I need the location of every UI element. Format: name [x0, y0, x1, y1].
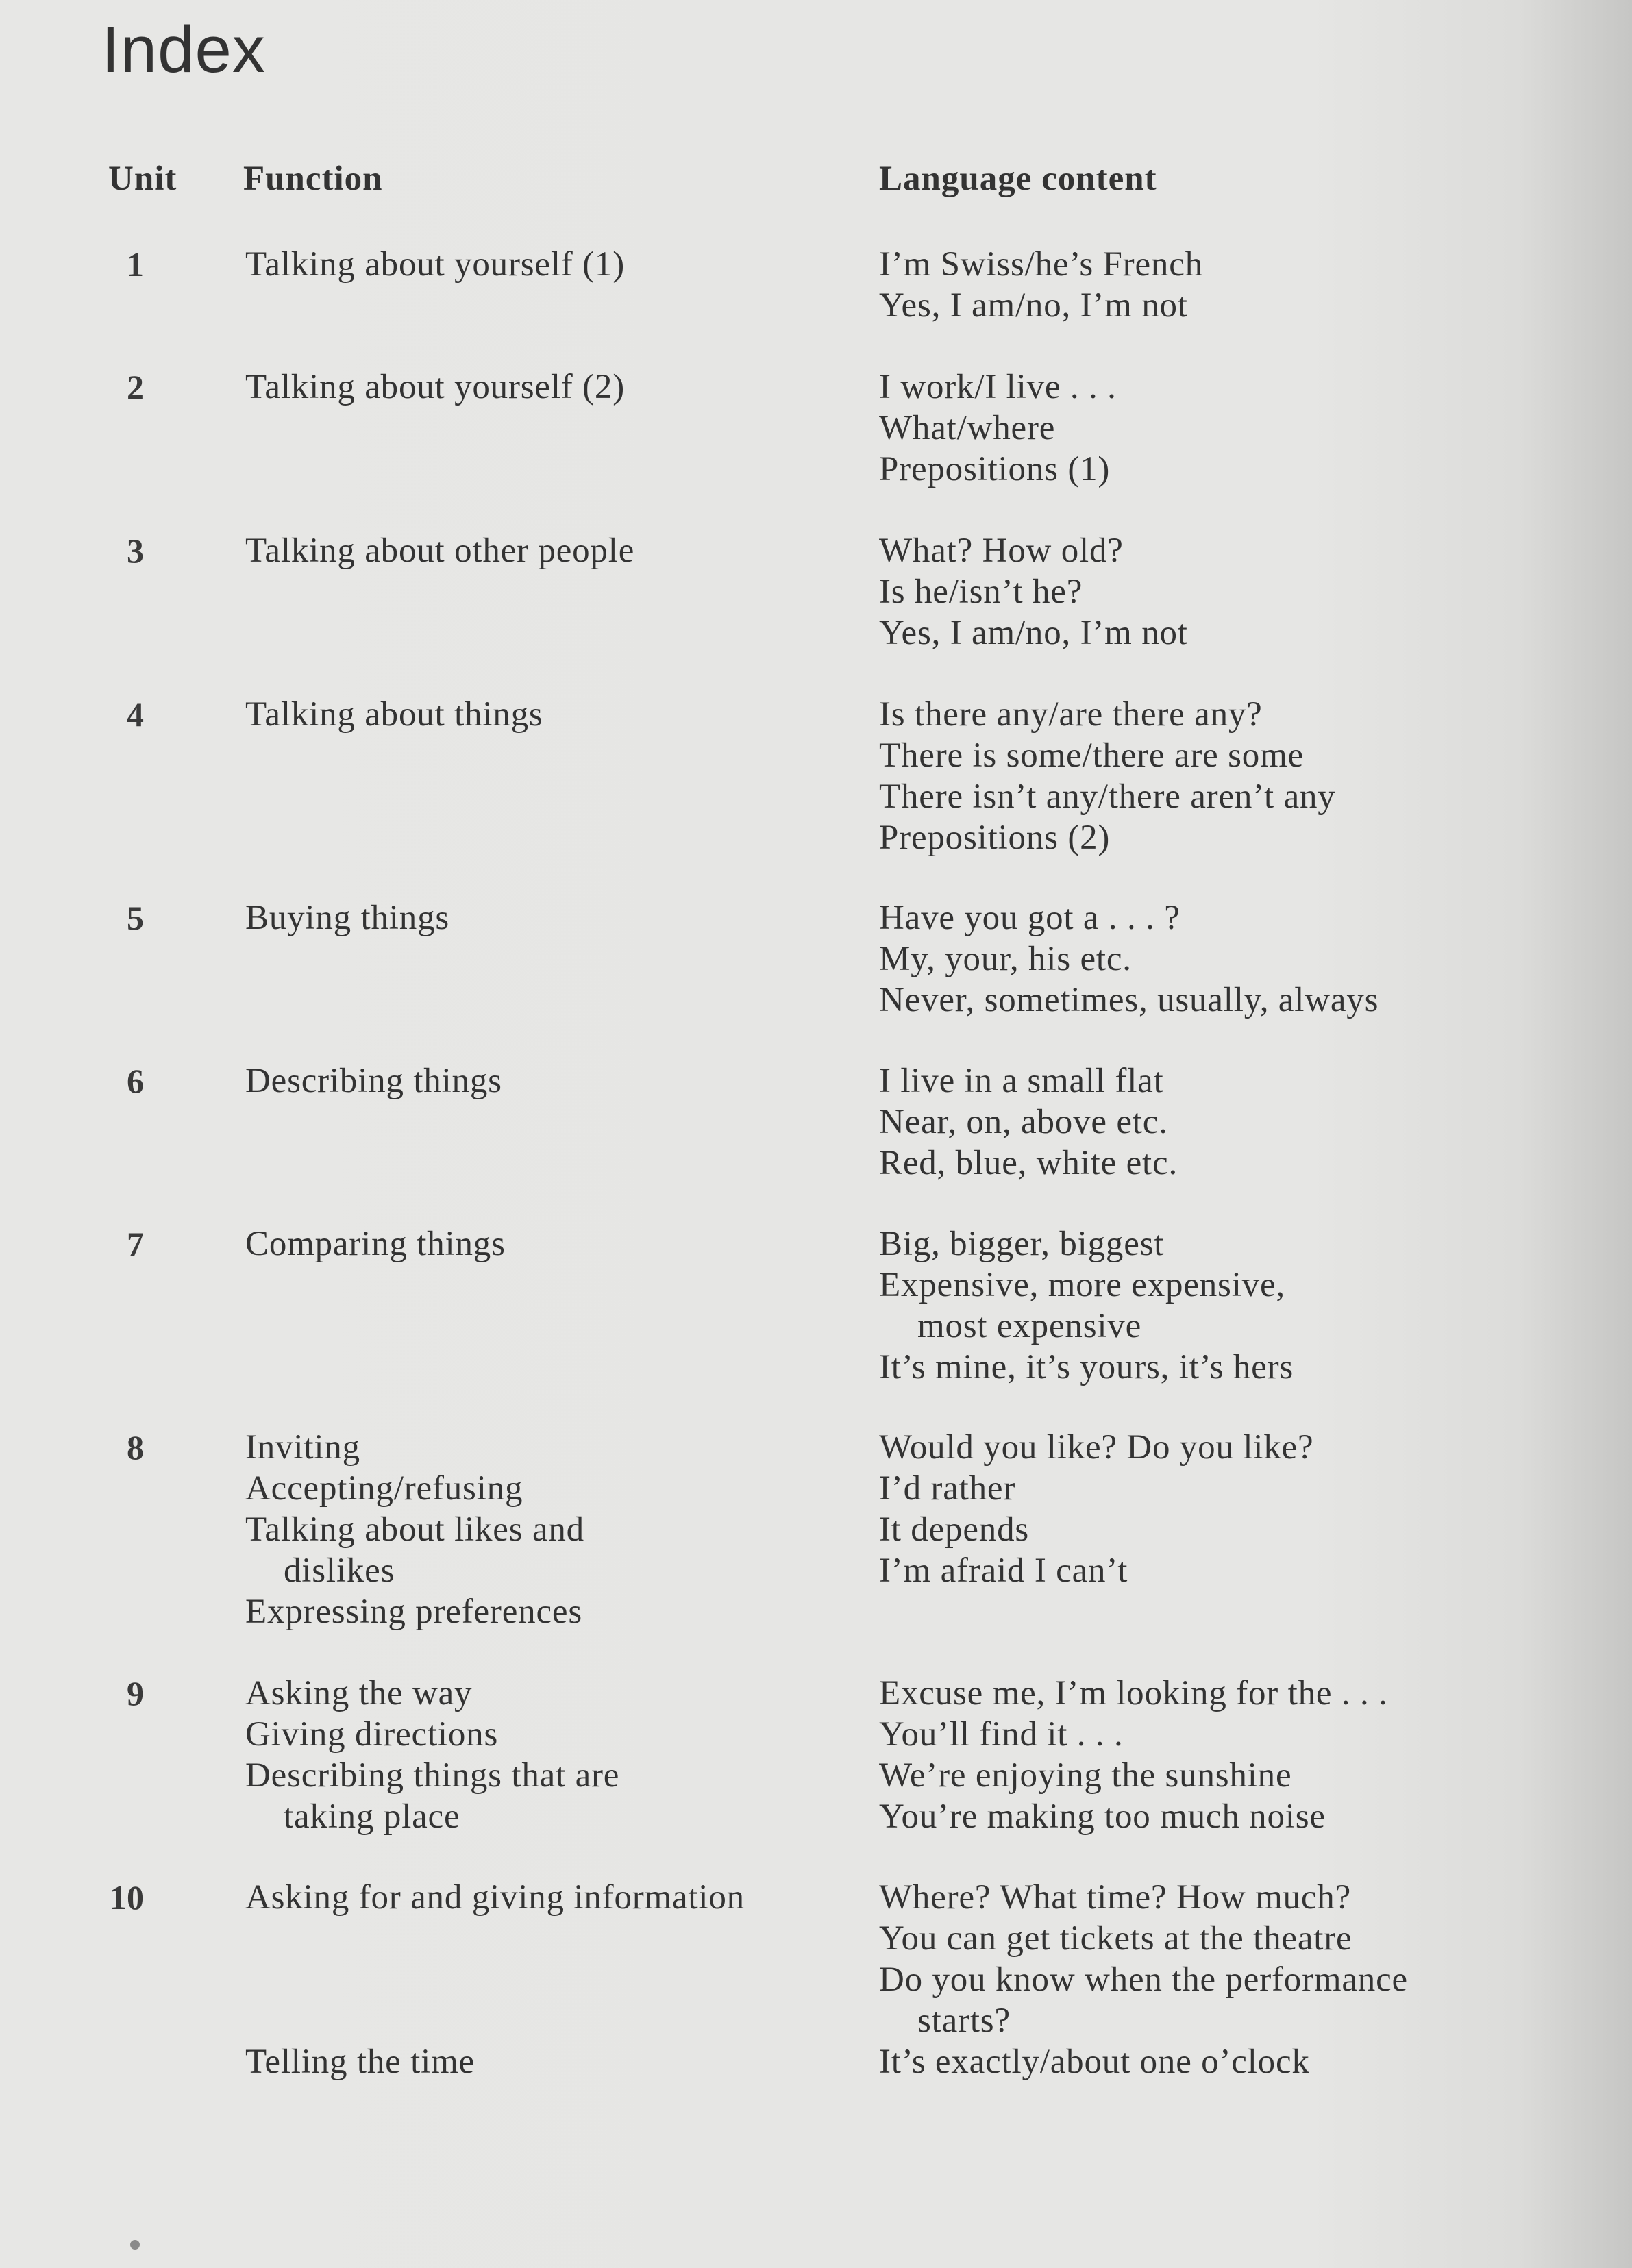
- language-line: What? How old?: [879, 532, 1124, 570]
- language-line: It’s exactly/about one o’clock: [879, 2043, 1310, 2081]
- column-header-function: Function: [243, 160, 383, 198]
- language-content-cell: [879, 897, 1619, 1021]
- language-line: Expensive, more expensive,: [879, 1266, 1285, 1304]
- language-content-cell: [879, 1060, 1619, 1184]
- function-line: dislikes: [284, 1552, 395, 1590]
- unit-number: 7: [127, 1225, 144, 1263]
- language-line: Big, bigger, biggest: [879, 1225, 1165, 1263]
- language-content-cell: [879, 1223, 1619, 1388]
- language-content-cell: [879, 244, 1619, 326]
- language-line: Is he/isn’t he?: [879, 573, 1083, 611]
- function-cell: [245, 1427, 862, 1632]
- language-line: I’m afraid I can’t: [879, 1552, 1128, 1590]
- function-cell: [245, 897, 862, 938]
- language-line: Excuse me, I’m looking for the . . .: [879, 1674, 1388, 1712]
- language-line: My, your, his etc.: [879, 940, 1132, 978]
- language-line: Near, on, above etc.: [879, 1103, 1168, 1141]
- function-line: Describing things that are: [245, 1756, 620, 1795]
- function-line: Talking about yourself (1): [245, 245, 626, 284]
- unit-number: 6: [127, 1062, 144, 1100]
- function-cell: [245, 530, 862, 571]
- language-line: I’m Swiss/he’s French: [879, 245, 1203, 284]
- function-line: Talking about likes and: [245, 1510, 584, 1549]
- language-content-cell: [879, 530, 1619, 653]
- language-line: I work/I live . . .: [879, 368, 1117, 406]
- language-line: There isn’t any/there aren’t any: [879, 777, 1336, 816]
- language-line: Have you got a . . . ?: [879, 899, 1180, 937]
- function-line: Asking for and giving information: [245, 1878, 745, 1917]
- unit-number: 9: [127, 1674, 144, 1712]
- language-content-cell: [879, 1877, 1619, 2082]
- function-cell: [245, 1223, 862, 1264]
- language-content-cell: [879, 1673, 1619, 1837]
- language-line: Prepositions (1): [879, 450, 1111, 488]
- function-cell: [245, 366, 862, 408]
- language-line: I’d rather: [879, 1469, 1016, 1508]
- language-line: Would you like? Do you like?: [879, 1428, 1314, 1467]
- language-line: It depends: [879, 1510, 1030, 1549]
- function-cell: [245, 694, 862, 735]
- function-cell: [245, 1060, 862, 1101]
- function-line: Accepting/refusing: [245, 1469, 523, 1508]
- unit-number: 2: [127, 368, 144, 406]
- language-content-cell: [879, 366, 1619, 490]
- language-line: Yes, I am/no, I’m not: [879, 614, 1188, 652]
- language-line: We’re enjoying the sunshine: [879, 1756, 1292, 1795]
- language-content-cell: [879, 1427, 1619, 1591]
- function-line: Giving directions: [245, 1715, 499, 1754]
- function-line: Describing things: [245, 1062, 502, 1100]
- language-line: Yes, I am/no, I’m not: [879, 286, 1188, 325]
- language-line: You can get tickets at the theatre: [879, 1919, 1352, 1958]
- language-line: Never, sometimes, usually, always: [879, 981, 1379, 1019]
- language-line: It’s mine, it’s yours, it’s hers: [879, 1348, 1294, 1386]
- function-line: Comparing things: [245, 1225, 506, 1263]
- function-line: Talking about things: [245, 695, 543, 734]
- language-line: What/where: [879, 409, 1056, 447]
- function-line: Buying things: [245, 899, 450, 937]
- language-line: starts?: [917, 2002, 1011, 2040]
- unit-number: 1: [127, 245, 144, 284]
- unit-number: 4: [127, 695, 144, 734]
- unit-number: 10: [110, 1878, 144, 1917]
- column-header-unit: Unit: [108, 160, 177, 198]
- unit-number: 3: [127, 532, 144, 570]
- function-line: taking place: [284, 1797, 460, 1836]
- column-header-language-content: Language content: [879, 160, 1157, 198]
- function-line: Talking about yourself (2): [245, 368, 626, 406]
- function-line: [245, 1918, 862, 1959]
- language-line: Red, blue, white etc.: [879, 1144, 1178, 1182]
- function-line: Talking about other people: [245, 532, 635, 570]
- language-line: There is some/there are some: [879, 736, 1304, 775]
- page-mark-dot: [130, 2240, 140, 2250]
- language-line: Do you know when the performance: [879, 1960, 1408, 1999]
- language-line: I live in a small flat: [879, 1062, 1164, 1100]
- function-cell: [245, 244, 862, 285]
- language-line: You’ll find it . . .: [879, 1715, 1124, 1754]
- function-line: Inviting: [245, 1428, 360, 1467]
- function-line: [245, 1959, 862, 2000]
- function-cell: [245, 1877, 862, 2082]
- language-line: Prepositions (2): [879, 819, 1111, 857]
- unit-number: 5: [127, 899, 144, 937]
- language-line: most expensive: [917, 1307, 1142, 1345]
- page-title: Index: [101, 13, 266, 86]
- language-line: Is there any/are there any?: [879, 695, 1263, 734]
- function-cell: [245, 1673, 862, 1837]
- language-line: You’re making too much noise: [879, 1797, 1326, 1836]
- unit-number: 8: [127, 1428, 144, 1467]
- function-line: Asking the way: [245, 1674, 473, 1712]
- function-line: Telling the time: [245, 2043, 475, 2081]
- language-line: Where? What time? How much?: [879, 1878, 1352, 1917]
- function-line: [245, 2000, 862, 2041]
- language-content-cell: [879, 694, 1619, 858]
- function-line: Expressing preferences: [245, 1593, 582, 1631]
